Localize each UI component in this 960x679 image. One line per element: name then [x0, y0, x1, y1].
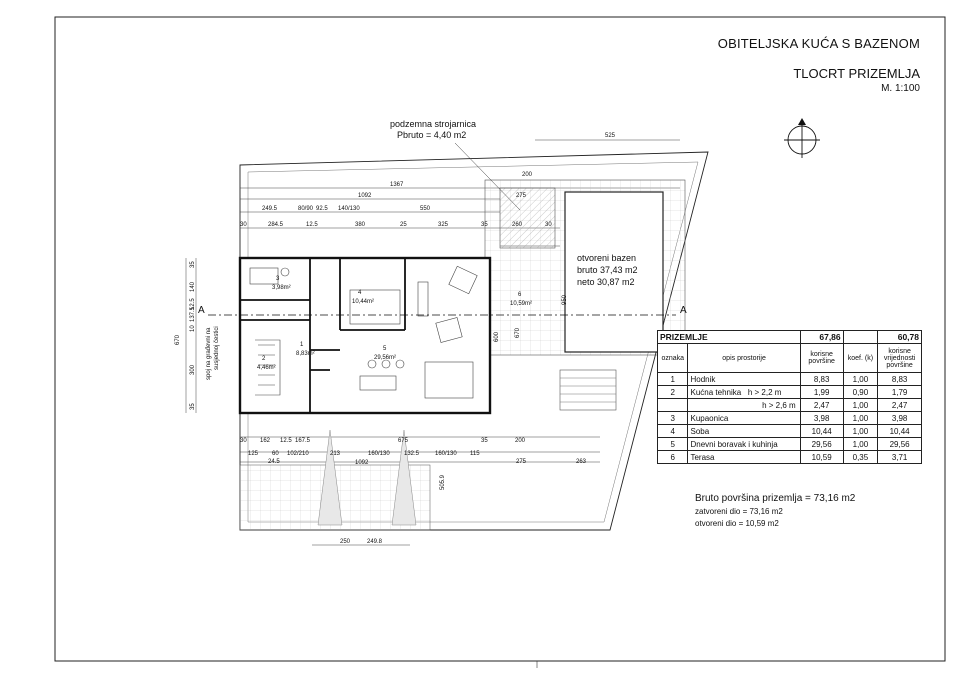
dim-r670: 670 — [515, 327, 521, 338]
drawing-subtitle: TLOCRT PRIZEMLJA — [793, 66, 920, 81]
row-desc: Terasa — [688, 451, 800, 464]
pool-net: neto 30,87 m2 — [577, 277, 635, 287]
row-no: 6 — [658, 451, 688, 464]
dim-30b: 30 — [545, 222, 552, 228]
dim-925: 92.5 — [316, 206, 328, 212]
room-area-table — [657, 330, 922, 464]
room-4-area: 10,44m² — [352, 299, 375, 305]
dim-c60: 60 — [272, 451, 279, 457]
room-3-area: 3,98m² — [272, 285, 291, 291]
row-coef: 1,00 — [843, 373, 878, 386]
dim-b200: 200 — [515, 438, 526, 444]
row-value: 3,98 — [878, 412, 922, 425]
dim-125: 12.5 — [306, 222, 318, 228]
table-row — [658, 438, 922, 451]
north-arrow-icon — [784, 118, 820, 158]
dim-c160b: 160/130 — [435, 451, 457, 457]
row-area: 2,47 — [800, 399, 843, 412]
dim-c263: 263 — [576, 459, 587, 465]
section-label-left: A — [198, 305, 205, 316]
dim-b35: 35 — [481, 438, 488, 444]
table-row — [658, 412, 922, 425]
row-coef: 1,00 — [843, 438, 878, 451]
dim-250: 250 — [340, 539, 351, 545]
machine-room-area: Pbruto = 4,40 m2 — [397, 130, 467, 140]
table-total-weighted: 60,78 — [878, 331, 922, 344]
dim-l140: 140 — [190, 281, 196, 292]
machine-room-label: podzemna strojarnica — [390, 119, 477, 129]
row-coef: 1,00 — [843, 425, 878, 438]
table-title: PRIZEMLJE — [658, 331, 801, 344]
dim-275: 275 — [516, 193, 527, 199]
dim-c1092: 1092 — [355, 460, 369, 466]
dim-l10: 10 — [190, 325, 196, 332]
row-no: 2 — [658, 386, 688, 399]
dim-l300: 300 — [190, 364, 196, 375]
dim-200: 200 — [522, 172, 533, 178]
pool-stair-steps — [560, 378, 616, 402]
row-value: 3,71 — [878, 451, 922, 464]
dim-30a: 30 — [240, 222, 247, 228]
room-1-area: 8,83m² — [296, 351, 315, 357]
dim-r5059: 505.9 — [440, 474, 446, 490]
dim-c275: 275 — [516, 459, 527, 465]
machine-room-hatch — [500, 188, 555, 248]
summary-gross: Bruto površina prizemlja = 73,16 m2 — [695, 493, 856, 504]
row-value: 1,79 — [878, 386, 922, 399]
table-row — [658, 451, 922, 464]
dim-c1325: 132.5 — [404, 451, 420, 457]
room-2-area: 4,46m² — [257, 365, 276, 371]
col-value: korisne vrijednosti površine — [878, 344, 922, 373]
row-area: 29,56 — [800, 438, 843, 451]
row-area: 3,98 — [800, 412, 843, 425]
dim-25: 25 — [400, 222, 407, 228]
row-area: 1,99 — [800, 386, 843, 399]
dim-140: 140/130 — [338, 206, 360, 212]
dim-l1375: 137.5 — [190, 306, 196, 322]
room-4-no: 4 — [358, 290, 362, 296]
dim-2495: 249.5 — [262, 206, 278, 212]
room-2-no: 2 — [262, 356, 266, 362]
row-value: 8,83 — [878, 373, 922, 386]
table-row — [658, 386, 922, 399]
row-desc: Soba — [688, 425, 800, 438]
dim-380: 380 — [355, 222, 366, 228]
dim-1092: 1092 — [358, 193, 372, 199]
col-area: korisne površine — [800, 344, 843, 373]
table-row — [658, 373, 922, 386]
row-coef: 0,35 — [843, 451, 878, 464]
row-no — [658, 399, 688, 412]
dim-b30: 30 — [240, 438, 247, 444]
drawing-title: OBITELJSKA KUĆA S BAZENOM — [717, 36, 920, 51]
room-5-area: 29,56m² — [374, 355, 397, 361]
boundary-note-2: susjednoj čestici — [214, 326, 220, 370]
dim-b162: 162 — [260, 438, 271, 444]
dim-l35: 35 — [190, 261, 196, 268]
row-area: 10,59 — [800, 451, 843, 464]
summary-closed: zatvoreni dio = 73,16 m2 — [695, 507, 783, 516]
table-column-headers — [658, 344, 922, 373]
room-6-no: 6 — [518, 292, 522, 298]
row-desc: h > 2,6 m — [688, 399, 800, 412]
row-area: 8,83 — [800, 373, 843, 386]
row-area: 10,44 — [800, 425, 843, 438]
dim-c213: 213 — [330, 451, 341, 457]
dim-35: 35 — [481, 222, 488, 228]
table-total-net: 67,86 — [800, 331, 843, 344]
row-coef: 1,00 — [843, 399, 878, 412]
room-5-no: 5 — [383, 346, 387, 352]
table-header-row — [658, 331, 922, 344]
summary-open: otvoreni dio = 10,59 m2 — [695, 519, 779, 528]
dim-8090: 80/90 — [298, 206, 314, 212]
dim-c160: 160/130 — [368, 451, 390, 457]
row-desc: Kupaonica — [688, 412, 800, 425]
table-total-spacer — [843, 331, 878, 344]
row-desc: Hodnik — [688, 373, 800, 386]
dim-c102: 102/210 — [287, 451, 309, 457]
dim-525: 525 — [605, 133, 616, 139]
dim-1367: 1367 — [390, 182, 404, 188]
row-no: 5 — [658, 438, 688, 451]
dim-b675: 675 — [398, 438, 409, 444]
dim-2845: 284.5 — [268, 222, 284, 228]
dim-l670: 670 — [175, 334, 181, 345]
dim-325: 325 — [438, 222, 449, 228]
drawing-scale: M. 1:100 — [881, 83, 920, 94]
pool-gross: bruto 37,43 m2 — [577, 265, 638, 275]
row-no: 4 — [658, 425, 688, 438]
row-value: 29,56 — [878, 438, 922, 451]
pool-label: otvoreni bazen — [577, 253, 637, 263]
dim-c245: 24.5 — [268, 459, 280, 465]
row-no: 3 — [658, 412, 688, 425]
dim-r600: 600 — [494, 331, 500, 342]
left-dimensions — [175, 258, 196, 413]
row-coef: 0,90 — [843, 386, 878, 399]
dim-l125: 12.5 — [190, 298, 196, 310]
dim-l35b: 35 — [190, 403, 196, 410]
row-no: 1 — [658, 373, 688, 386]
row-coef: 1,00 — [843, 412, 878, 425]
dim-c125: 125 — [248, 451, 259, 457]
dim-r950: 950 — [562, 294, 568, 305]
row-value: 10,44 — [878, 425, 922, 438]
col-desc: opis prostorije — [688, 344, 800, 373]
dim-550: 550 — [420, 206, 431, 212]
pool-stairs — [560, 370, 616, 410]
dim-c115: 115 — [470, 451, 480, 457]
dim-b125: 12.5 — [280, 438, 292, 444]
dim-260: 260 — [512, 222, 523, 228]
room-6-area: 10,59m² — [510, 301, 533, 307]
boundary-note-1: spoj na građevni na — [206, 327, 212, 380]
col-no: oznaka — [658, 344, 688, 373]
table-row — [658, 399, 922, 412]
room-1-no: 1 — [300, 342, 304, 348]
section-label-right: A — [680, 305, 687, 316]
row-value: 2,47 — [878, 399, 922, 412]
table-row — [658, 425, 922, 438]
row-desc: Kućna tehnika h > 2,2 m — [688, 386, 800, 399]
dim-b1675: 167.5 — [295, 438, 311, 444]
room-3-no: 3 — [276, 276, 280, 282]
col-coef: koef. (k) — [843, 344, 878, 373]
row-desc: Dnevni boravak i kuhinja — [688, 438, 800, 451]
dim-2498: 249.8 — [367, 539, 383, 545]
area-summary — [695, 493, 855, 528]
